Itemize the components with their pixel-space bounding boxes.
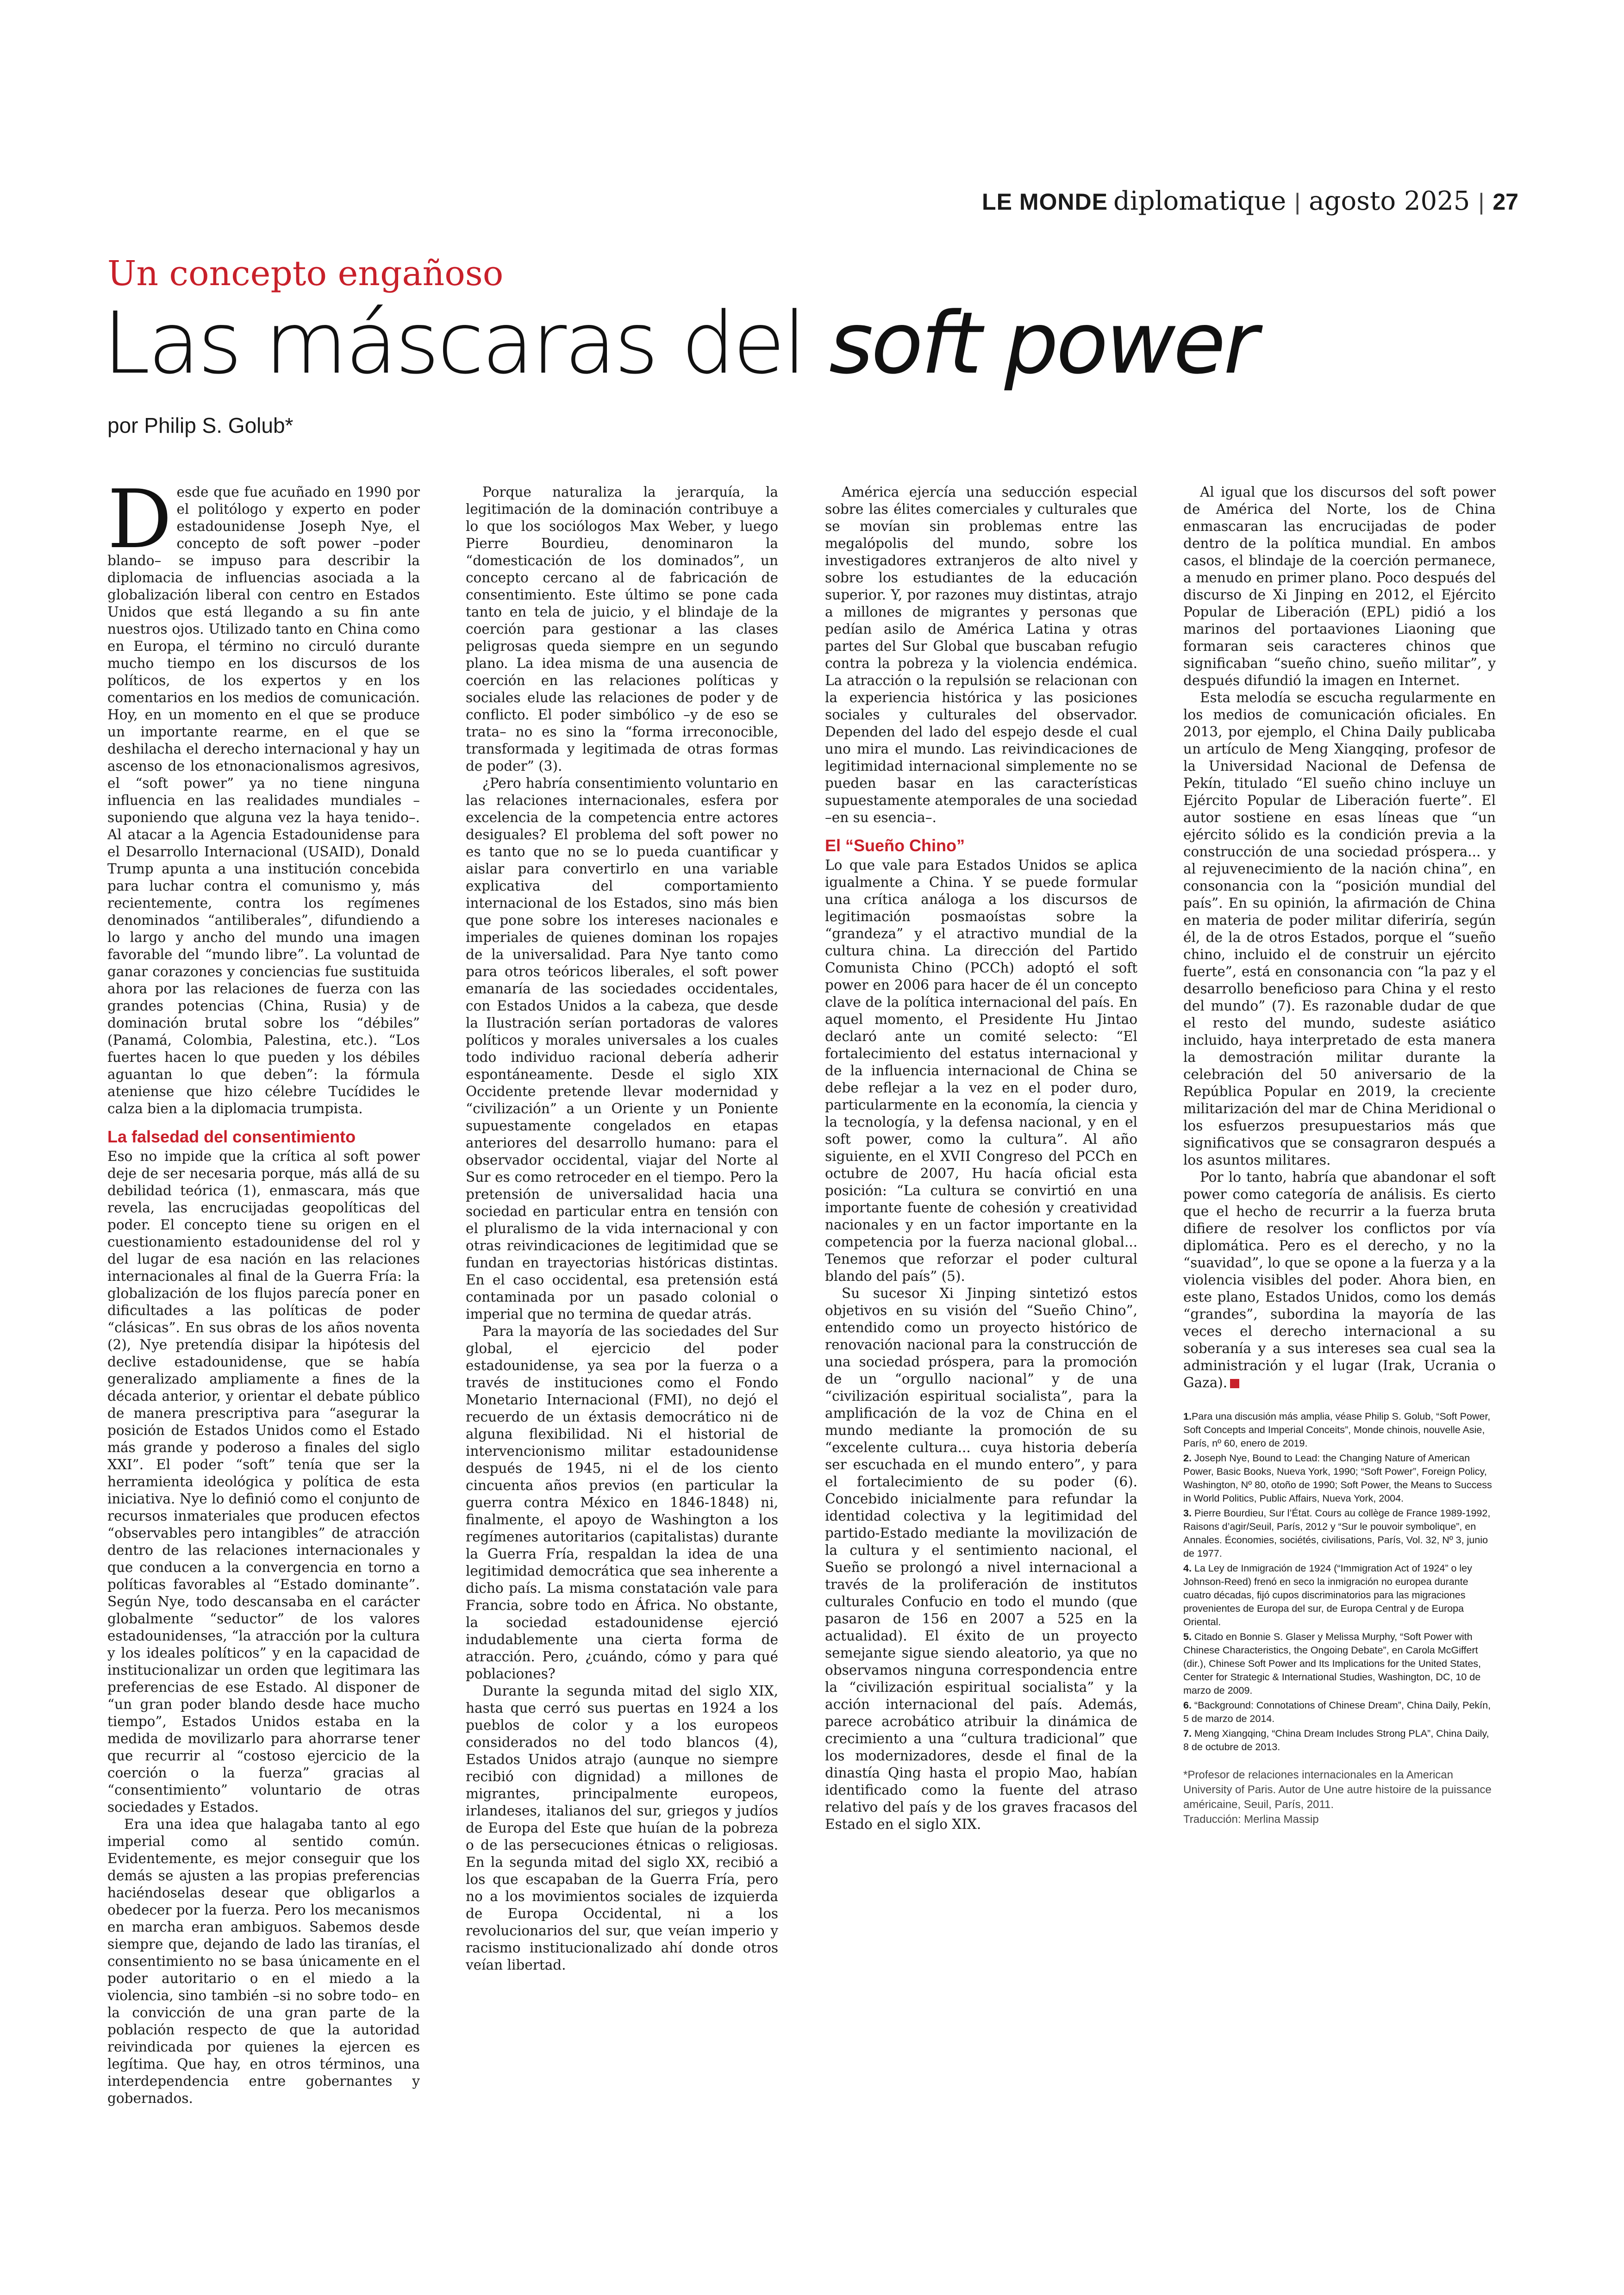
paragraph-1-text: esde que fue acuñado en 1990 por el politólogo y experto en poder estadounidense Joseph Nye, el concepto de soft power –poder blando– se impuso para describir la diplomacia de influencias asociada a la globalización liberal con centro en Estados Unidos que está llegando a su fin ante nuestros ojos. Utilizado tanto en China como en Europa, el término no circuló durante mucho tiempo en los discursos de los políticos, de los expertos y en los comentarios en los medios de comunicación. Hoy, en un momento en el que se produce un importante rearme, en el que se deshilacha el derecho internacional y hay un ascenso de los etnonacionalismos agresivos, el “soft power” ya no tiene ninguna influencia en las realidades mundiales –suponiendo que alguna vez la haya tenido–. Al atacar a la Agencia Estadounidense para el Desarrollo Internacional (USAID), Donald Trump apunta a una institución concebida para luchar contra el comunismo y, más recientemente, contra los regímenes denominados “antiliberales”, difundiendo a lo largo y ancho del mundo una imagen favorable del “mundo libre”. La voluntad de ganar corazones y conciencias fue sustituida ahora por las relaciones de fuerza con las grandes potencias (China, Rusia) y de dominación brutal sobre los “débiles” (Panamá, Colombia, Palestina, etc.). “Los fuertes hacen lo que pueden y los débiles aguantan lo que deben”: la fórmula ateniense que hizo célebre Tucídides le calza bien a la diplomacia trumpista. [107,484,420,1116]
masthead-date: agosto 2025 [1309,186,1470,216]
masthead [982,186,1518,216]
footnote [1183,1507,1496,1560]
author-bio: *Profesor de relaciones internacionales en la American University of Paris. Autor de Une autre histoire de la puissance américaine, Seuil, París, 2011. [1183,1769,1492,1811]
footnote [1183,1630,1496,1697]
page-number: 27 [1493,189,1518,215]
article-column-3 [825,484,1137,1833]
masthead-separator-2: | [1478,189,1485,215]
article-paragraph-10: Su sucesor Xi Jinping sintetizó estos objetivos en su visión del “Sueño Chino”, entendido como un proyecto histórico de renovación nacional para la construcción de una sociedad próspera, para la promoción de un “orgullo nacional” y de una “civilización espiritual socialista”, para la amplificación de la voz de China en el mundo mediante la promoción de su “excelente cultura... cuya historia debería ser escuchada en el mundo entero”, y para el fortalecimiento de su poder (6). Concebido inicialmente para refundar la identidad colectiva y la legitimidad del partido-Estado mediante la movilización de la cultura y el sentimiento nacional, el Sueño se prolongó a nivel internacional a través de la proliferación de institutos culturales Confucio en todo el mundo (que pasaron de 156 en 2007 a 525 en la actualidad). El éxito de un proyecto semejante sigue siendo aleatorio, ya que no observamos ninguna correspondencia entre la “civilización espiritual socialista” y la acción internacional del país. Además, parece acrobático atribuir la dinámica de crecimiento a una “cultura tradicional” que los modernizadores, desde el final de la dinastía Qing hasta el propio Mao, habían identificado como la fuente del atraso relativo del país y de los graves fracasos del Estado en el siglo XIX. [825,1285,1137,1832]
footnote [1183,1452,1496,1505]
article-paragraph-8: América ejercía una seducción especial sobre las élites comerciales y culturales que se movían sin problemas entre las megalópolis del mundo, sobre los investigadores extranjeros de alto nivel y sobre los estudiantes de la educación superior. Y, por razones muy distintas, atrajo a millones de migrantes y personas que pedían asilo de América Latina y otras partes del Sur Global que buscaban refugio contra la pobreza y la violencia endémica. La atracción o la repulsión se relacionan con la experiencia histórica y las posiciones sociales y culturales del observador. Dependen del lado del espejo desde el cual uno mira el mundo. Las reivindicaciones de legitimidad internacional simplemente no se pueden basar en las características supuestamente atemporales de una sociedad –en su esencia–. [825,484,1137,825]
article-paragraph-6: Para la mayoría de las sociedades del Sur global, el ejercicio del poder estadounidense, ya sea por la fuerza o a través de instituciones como el Fondo Monetario Internacional (FMI), no dejó el recuerdo de un éxtasis democrático ni de alguna flexibilidad. Ni el historial de intervencionismo militar estadounidense después de 1945, ni el de los ciento cincuenta años previos (en particular la guerra contra México en 1846-1848) ni, finalmente, el apoyo de Washington a los regímenes autoritarios (capitalistas) durante la Guerra Fría, respaldan la idea de una legitimidad democrática que sea inherente a dicho país. La misma constatación vale para Francia, sobre todo en África. No obstante, la sociedad estadounidense ejerció indudablemente una cierta forma de atracción. Pero, ¿cuándo, cómo y para qué poblaciones? [466,1323,778,1682]
footnote-text: Pierre Bourdieu, Sur l’État. Cours au collège de France 1989-1992, Raisons d’agir/Seuil, París, 2012 y “Sur le pouvoir symbolique”, en Annales. Économies, sociétés, civilisations, París, Vol. 32, Nº 3, junio de 1977. [1183,1508,1491,1559]
footnote-text: Joseph Nye, Bound to Lead: the Changing Nature of American Power, Basic Books, Nueva York, 1990; “Soft Power”, Foreign Policy, Washington, Nº 80, otoño de 1990; Soft Power, the Means to Success in World Politics, Public Affairs, Nueva York, 2004. [1183,1453,1492,1504]
footnote [1183,1562,1496,1629]
footnote-number: 1. [1183,1411,1192,1422]
masthead-separator: | [1294,189,1301,215]
paragraph-13-text: Por lo tanto, habría que abandonar el soft power como categoría de análisis. Es cierto que el hecho de recurrir a la fuerza bruta difiere de resolver los conflictos por vía diplomática. Pero es el derecho, y no la “suavidad”, lo que se opone a la fuerza y a la violencia visibles del poder. Ahora bien, en este plano, Estados Unidos, como los demás “grandes”, subordina la mayoría de las veces el derecho internacional a su soberanía y a sus intereses sea cual sea la administración y el lugar (Irak, Ucrania o Gaza). [1183,1169,1496,1391]
masthead-brand-suffix: diplomatique [1113,186,1287,216]
article-paragraph-12: Esta melodía se escucha regularmente en los medios de comunicación oficiales. En 2013, por ejemplo, el China Daily publicaba un artículo de Meng Xiangqing, profesor de la Universidad Nacional de Defensa de Pekín, titulado “El sueño chino incluye un Ejército Popular de Liberación fuerte”. El autor sostiene en esas líneas que “un ejército sólido es la condición previa a la construcción de una sociedad próspera... y al rejuvenecimiento de la nación china”, en consonancia con la “posición mundial del país”. En su opinión, la afirmación de China en materia de poder militar diferiría, según él, de la de otros Estados, porque el “sueño chino, incluido el de construir un ejército fuerte”, está en consonancia con “la paz y el desarrollo beneficioso para China y el resto del mundo” (7). Es razonable dudar de que el resto del mundo, sudeste asiático incluido, haya interpretado de esta manera la demostración militar durante la celebración del 50 aniversario de la República Popular en 2019, la creciente militarización del mar de China Meridional o los esfuerzos presupuestarios más que significativos que se consagraron después a los asuntos militares. [1183,690,1496,1168]
footnote-text: La Ley de Inmigración de 1924 (“Immigration Act of 1924” o ley Johnson-Reed) frenó en seco la inmigración no europea durante cuatro décadas, fijó cupos discriminatorios para las migraciones provenientes de Europa del sur, de Europa Central y de Europa Oriental. [1183,1563,1472,1628]
footnote-number: 3. [1183,1508,1192,1519]
article-headline [103,294,1256,393]
headline-main: Las máscaras del [103,294,805,393]
article-paragraph-11: Al igual que los discursos del soft power de América del Norte, los de China enmascaran las encrucijadas de poder dentro de la política mundial. En ambos casos, el blindaje de la coerción permanece, a menudo en primer plano. Poco después del discurso de Xi Jinping en 2012, el Ejército Popular de Liberación (EPL) pidió a los marinos del portaaviones Liaoning que formaran seis caracteres chinos que significaban “sueño chino, sueño militar”, y después difundió la imagen en Internet. [1183,484,1496,688]
footnote-number: 6. [1183,1700,1192,1711]
article-paragraph-3: Era una idea que halagaba tanto al ego imperial como al sentido común. Evidentemente, es mejor conseguir que los demás se ajusten a las propias preferencias haciéndoselas desear que obligarlos a obedecer por la fuerza. Pero los mecanismos en marcha eran ambiguos. Sabemos desde siempre que, dejando de lado las tiranías, el consentimiento no se basa únicamente en el poder autoritario o en el miedo a la violencia, sino también –si no sobre todo– en la convicción de una gran parte de la población respecto de que la autoridad reivindicada por quienes la ejercen es legítima. Que hay, en otros términos, una interdependencia entre gobernantes y gobernados. [107,1816,420,2106]
footnote-number: 2. [1183,1453,1192,1464]
footnote-text: “Background: Connotations of Chinese Dream”, China Daily, Pekín, 5 de marzo de 2014. [1183,1700,1491,1724]
footnote-number: 5. [1183,1631,1192,1642]
article-paragraph-7: Durante la segunda mitad del siglo XIX, hasta que cerró sus puertas en 1924 a los pueblos de color y a los europeos considerados no del todo blancos (4), Estados Unidos atrajo (aunque no siempre recibió con dignidad) a millones de migrantes, principalmente europeos, irlandeses, italianos del sur, griegos y judíos de Europa del Este que huían de la pobreza o de las persecuciones étnicas o religiosas. En la segunda mitad del siglo XX, recibió a los que escapaban de la Guerra Fría, pero no a los movimientos sociales de izquierda de Europa Occidental, ni a los revolucionarios del sur, que veían imperio y racismo institucionalizado ahí donde otros veían libertad. [466,1683,778,1973]
footnote-text: Meng Xiangqing, “China Dream Includes Strong PLA”, China Daily, 8 de octubre de 2013. [1183,1728,1489,1752]
article-paragraph-4: Porque naturaliza la jerarquía, la legitimación de la dominación contribuye a lo que los sociólogos Max Weber, y luego Pierre Bourdieu, denominaron la “domesticación de los dominados”, un concepto cercano al de fabricación de consentimiento. Este último se pone cada tanto en tela de juicio, y el blindaje de la coerción para gestionar a las clases peligrosas queda siempre en un segundo plano. La idea misma de una ausencia de coerción en las relaciones políticas y sociales elude las relaciones de poder y de conflicto. El poder simbólico –y de eso se trata– no es sino la “forma irreconocible, transformada y legitimada de otras formas de poder” (3). [466,484,778,774]
article-paragraph-2: Eso no impide que la crítica al soft power deje de ser necesaria porque, más allá de su debilidad teórica (1), enmascara, más que revela, las encrucijadas geopolíticas del poder. El concepto tiene su origen en el cuestionamiento estadounidense del rol y del lugar de esa nación en las relaciones internacionales al final de la Guerra Fría: la globalización de los flujos parecía poner en dificultades a las políticas de poder “clásicas”. En sus obras de los años noventa (2), Nye pretendía disipar la hipótesis del declive estadounidense, que se había generalizado ampliamente a fines de la década anterior, y orientar el debate público de manera prescriptiva para “asegurar la posición de Estados Unidos como el Estado más grande y poderoso a finales del siglo XXI”. El poder “soft” tenía que ser la herramienta ideológica y política de esta iniciativa. Nye lo definió como el conjunto de recursos inmateriales que producen efectos “observables pero intangibles” de atracción dentro de las relaciones internacionales y que conducen a la convergencia en torno a políticas favorables al “Estado dominante”. Según Nye, todo descansaba en el carácter globalmente “seductor” de los valores estadounidenses, “la atracción por la cultura y los ideales políticos” y en la capacidad de institucionalizar un orden que legitimara las preferencias de ese Estado. Al disponer de “un gran poder blando desde hace mucho tiempo”, Estados Unidos estaba en la medida de movilizarlo para ahorrarse tener que recurrir al “costoso ejercicio de la coerción o la fuerza” gracias al “consentimiento” voluntario de otras sociedades y Estados. [107,1148,420,1815]
dropcap: D [107,473,172,567]
headline-italic: soft power [829,294,1256,393]
footnote-text: Para una discusión más amplia, véase Philip S. Golub, “Soft Power, Soft Concepts and Imperial Conceits”, Monde chinois, nouvelle Asie, París, nº 60, enero de 2019. [1183,1411,1491,1449]
footnote [1183,1699,1496,1726]
article-kicker: Un concepto engañoso [107,254,504,293]
end-mark [1230,1379,1239,1388]
article-paragraph-13 [1183,1169,1496,1391]
article-paragraph-1 [107,473,420,1117]
article-paragraph-5: ¿Pero habría consentimiento voluntario en las relaciones internacionales, esfera por excelencia de la competencia entre actores desiguales? El problema del soft power no es tanto que no se lo pueda cuantificar y aislar para convertirlo en una variable explicativa del comportamiento internacional de los Estados, sino más bien que pone sobre los intereses nacionales e imperiales de quienes dominan los ropajes de la universalidad. Para Nye tanto como para otros teóricos liberales, el soft power emanaría de las sociedades occidentales, con Estados Unidos a la cabeza, que desde la Ilustración serían portadoras de valores políticos y morales universales a los cuales todo individuo racional debería adherir espontáneamente. Desde el siglo XIX Occidente pretende llevar modernidad y “civilización” a un Oriente y un Poniente supuestamente congelados en etapas anteriores del desarrollo humano: para el observador occidental, viajar del Norte al Sur es como retroceder en el tiempo. Pero la pretensión de universalidad hacia una sociedad en particular entra en tensión con el pluralismo de la vida internacional y con otras reivindicaciones de legitimidad que se fundan en trayectorias históricas distintas. En el caso occidental, esa pretensión está contaminada por un pasado colonial o imperial que no termina de quedar atrás. [466,775,778,1322]
footnote [1183,1727,1496,1754]
article-column-1 [107,473,420,2107]
article-paragraph-9: Lo que vale para Estados Unidos se aplica igualmente a China. Y se puede formular una crítica análoga a los discursos de legitimación posmaoístas sobre la “grandeza” y el atractivo mundial de la cultura china. La dirección del Partido Comunista Chino (PCCh) adoptó el soft power en 2006 para hacer de él un concepto clave de la política internacional del país. En aquel momento, el Presidente Hu Jintao declaró ante un comité selecto: “El fortalecimiento del estatus internacional y de la influencia internacional de China se debe reflejar a la vez en el poder duro, particularmente en la economía, la ciencia y la tecnología, y la defensa nacional, y en el soft power, como la cultura”. Al año siguiente, en el XVII Congreso del PCCh en octubre de 2007, Hu hacía oficial esta posición: “La cultura se convirtió en una importante fuente de cohesión y creatividad nacionales y en un factor importante en la competencia por la fuerza nacional global... Tenemos que reforzar el poder cultural blando del país” (5). [825,857,1137,1284]
article-column-4 [1183,484,1496,1827]
article-column-2 [466,484,778,1974]
translation-credit: Traducción: Merlina Massip [1183,1813,1319,1826]
article-byline: por Philip S. Golub* [107,413,294,437]
author-note [1183,1768,1496,1827]
footnote-text: Citado en Bonnie S. Glaser y Melissa Murphy, “Soft Power with Chinese Characteristics, the Ongoing Debate”, en Carola McGiffert (dir.), Chinese Soft Power and Its Implications for the United States, Center for Strategic & International Studies, Washington, DC, 10 de marzo de 2009. [1183,1631,1481,1696]
footnote-number: 4. [1183,1563,1192,1574]
masthead-brand: LE MONDE [982,189,1108,215]
subheading-consent: La falsedad del consentimiento [107,1127,356,1146]
footnotes [1183,1410,1496,1754]
footnote-number: 7. [1183,1728,1192,1739]
subheading-chinese-dream: El “Sueño Chino” [825,836,965,855]
footnote [1183,1410,1496,1450]
